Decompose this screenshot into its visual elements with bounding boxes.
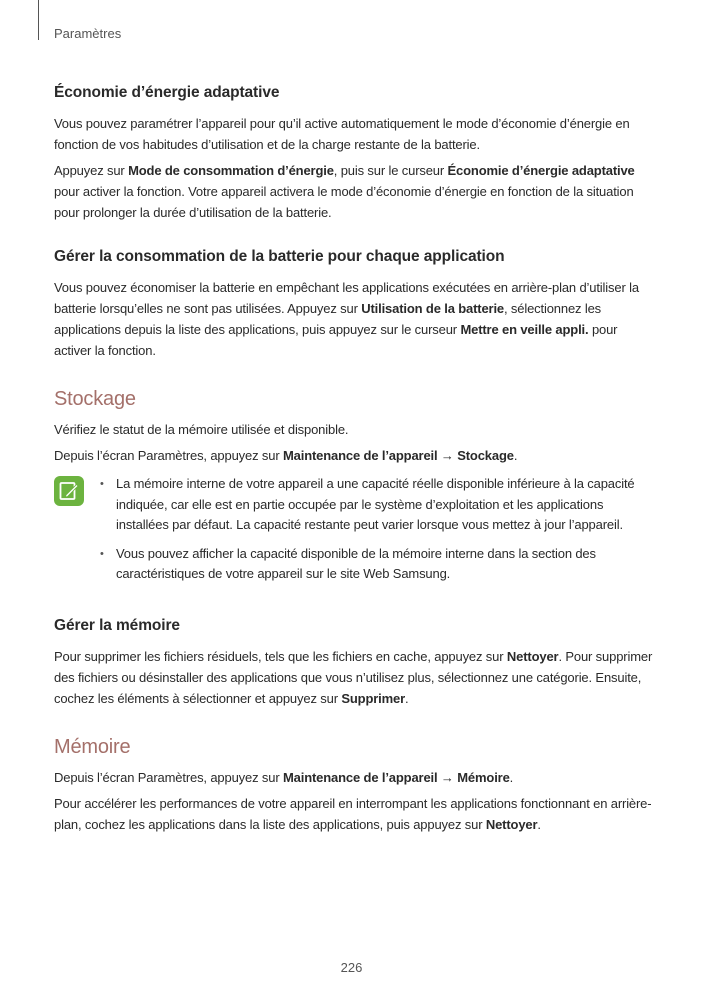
ui-term: Nettoyer xyxy=(485,816,538,832)
ui-term: Supprimer xyxy=(341,690,406,706)
section-title-memory: Mémoire xyxy=(54,735,131,758)
note-box xyxy=(54,474,654,593)
paragraph-memory-path: Depuis l’écran Paramètres, appuyez sur Maintenance de l’appareil → Mémoire. xyxy=(54,769,514,785)
paragraph-storage-intro: Vérifiez le statut de la mémoire utilisée et disponible. xyxy=(54,422,349,437)
paragraph-adaptive-steps: Appuyez sur Mode de consommation d’énergie, puis sur le curseur Économie d’énergie adaptative pour activer la fonction. Votre appareil activera le mode d’économie d’énergie en fonction de la situation pour prolonger la durée d’utilisation de la batterie. xyxy=(54,163,635,220)
note-item: • La mémoire interne de votre appareil a une capacité réelle disponible inférieure à la capacité indiquée, car elle est en partie occupée par le système d’exploitation et les applications installées par défaut. La capacité restante peut varier lorsque vous mettez à jour l’appareil. xyxy=(96,474,654,536)
heading-battery-per-app: Gérer la consommation de la batterie pour chaque application xyxy=(54,248,505,265)
note-item: • Vous pouvez afficher la capacité disponible de la mémoire interne dans la section des caractéristiques de votre appareil sur le site Web Samsung. xyxy=(96,544,654,585)
note-list xyxy=(96,474,654,593)
ui-term: Maintenance de l’appareil xyxy=(282,448,438,463)
paragraph-battery-per-app: Vous pouvez économiser la batterie en empêchant les applications exécutées en arrière-plan d’utiliser la batterie lorsqu’elles ne sont pas utilisées. Appuyez sur Utilisation de la batterie, sélectionnez les applications depuis la liste des applications, puis appuyez sur le curseur Mettre en veille appli. pour activer la fonction. xyxy=(54,280,639,358)
ui-term: Mettre en veille appli. xyxy=(460,322,589,337)
page-number: 226 xyxy=(340,960,363,975)
paragraph-memory-clean: Pour accélérer les performances de votre appareil en interrompant les applications fonctionnant en arrière-plan, cochez les applications dans la liste des applications, puis appuyez sur Nettoyer. xyxy=(54,795,652,832)
margin-rule xyxy=(38,0,39,40)
ui-term: Utilisation de la batterie xyxy=(361,301,504,316)
section-title-storage: Stockage xyxy=(54,388,136,410)
heading-adaptive-power-saving: Économie d’énergie adaptative xyxy=(54,84,280,101)
page-content xyxy=(54,84,654,840)
ui-term: Économie d’énergie adaptative xyxy=(447,163,635,178)
ui-term: Mémoire xyxy=(457,769,510,785)
ui-term: Nettoyer xyxy=(506,648,559,664)
running-header: Paramètres xyxy=(54,26,122,41)
paragraph-adaptive-intro: Vous pouvez paramétrer l’appareil pour qu’il active automatiquement le mode d’économie d’énergie en fonction de vos habitudes d’utilisation et de la charge restante de la batterie. xyxy=(54,116,630,152)
ui-term: Mode de consommation d’énergie xyxy=(128,163,334,178)
paragraph-storage-path: Depuis l’écran Paramètres, appuyez sur Maintenance de l’appareil → Stockage. xyxy=(54,448,518,463)
ui-term: Maintenance de l’appareil xyxy=(282,769,438,785)
paragraph-manage-memory: Pour supprimer les fichiers résiduels, tels que les fichiers en cache, appuyez sur Nettoyer. Pour supprimer des fichiers ou désinstaller des applications que vous n’utilisez plus, sélectionnez une catégorie. Ensuite, cochez les éléments à sélectionner et appuyez sur Supprimer. xyxy=(54,648,653,706)
note-pencil-icon xyxy=(54,476,84,506)
ui-term: Stockage xyxy=(457,448,514,463)
heading-manage-memory: Gérer la mémoire xyxy=(54,616,180,634)
